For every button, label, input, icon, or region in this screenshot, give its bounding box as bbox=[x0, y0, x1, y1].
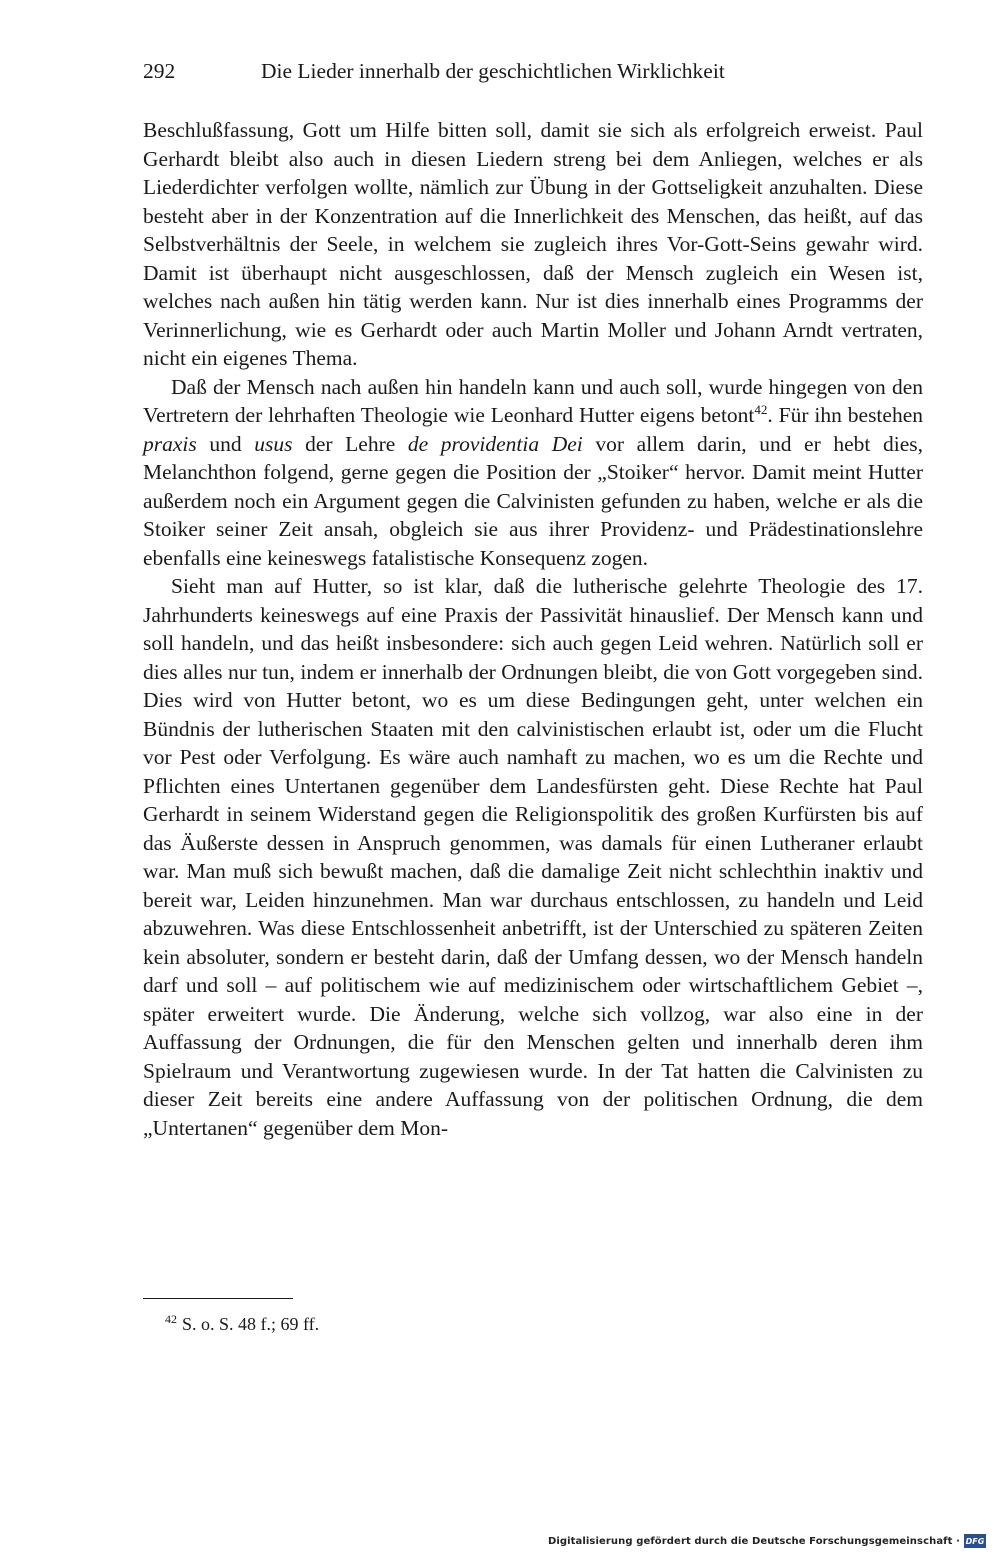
paragraph-2-part-3: und bbox=[196, 431, 255, 456]
running-title: Die Lieder innerhalb der geschichtlichen Wirklichkeit bbox=[261, 59, 725, 83]
digitization-credit bbox=[548, 1532, 986, 1550]
paragraph-1: Beschlußfassung, Gott um Hilfe bitten soll, damit sie sich als erfolgreich erweist. Paul Gerhardt bleibt also auch in diesen Liedern streng bei dem Anliegen, welches er als Liederdichter verfolgen wollte, nämlich zur Übung in der Gottseligkeit anzuhalten. Diese besteht aber in der Konzentration auf die Innerlichkeit des Menschen, das heißt, auf das Selbstverhältnis der Seele, in welchem sie zugleich ihres Vor-Gott-Seins gewahr wird. Damit ist überhaupt nicht ausgeschlossen, daß der Mensch zugleich ein Wesen ist, welches nach außen hin tätig werden kann. Nur ist dies innerhalb eines Programms der Verinnerlichung, wie es Gerhardt oder auch Martin Moller und Johann Arndt vertraten, nicht ein eigenes Thema. bbox=[143, 118, 923, 370]
paragraph-2-part-5: vor allem darin, und er hebt dies, Melanchthon folgend, gerne gegen die Position der „Stoiker“ hervor. Damit meint Hutter außerdem noch ein Argument gegen die Calvinisten gefunden zu haben, welche er als die Stoiker seiner Zeit ansah, obgleich sie aus ihrer Providenz- und Prädestinationslehre ebenfalls eine keineswegs fatalistische Konsequenz zogen. bbox=[143, 431, 923, 570]
running-header bbox=[143, 56, 923, 86]
paragraph-2-part-2: . Für ihn bestehen bbox=[767, 403, 923, 427]
paragraph-2-part-4: der Lehre bbox=[292, 431, 408, 456]
paragraph-2-part-1: Daß der Mensch nach außen hin handeln kann und auch soll, wurde hingegen von den Vertretern der lehrhaften Theologie wie Leonhard Hutter eigens betont bbox=[143, 374, 923, 427]
footnote-reference[interactable]: 42 bbox=[754, 401, 768, 417]
dfg-logo-icon: DFG bbox=[964, 1534, 986, 1548]
italic-term-usus: usus bbox=[254, 431, 293, 456]
footnote-number: 42 bbox=[165, 1312, 177, 1326]
page-number: 292 bbox=[143, 59, 176, 83]
body-text bbox=[143, 116, 923, 1142]
footnote-text: S. o. S. 48 f.; 69 ff. bbox=[182, 1314, 320, 1334]
italic-term-praxis: praxis bbox=[143, 431, 197, 456]
credit-text: Digitalisierung gefördert durch die Deutsche Forschungsgemeinschaft · bbox=[547, 1535, 960, 1547]
paragraph-3: Sieht man auf Hutter, so ist klar, daß die lutherische gelehrte Theologie des 17. Jahrhunderts keineswegs auf eine Praxis der Passivität hinauslief. Der Mensch kann und soll handeln, und das heißt insbesondere: sich auch gegen Leid wehren. Natürlich soll er dies alles nur tun, indem er innerhalb der Ordnungen bleibt, die von Gott vorgegeben sind. Dies wird von Hutter betont, wo es um diese Bedingungen geht, unter welchen ein Bündnis der lutherischen Staaten mit den calvinistischen erlaubt ist, oder um die Flucht vor Pest oder Verfolgung. Es wäre auch namhaft zu machen, wo es um die Rechte und Pflichten eines Untertanen gegenüber dem Landesfürsten geht. Diese Rechte hat Paul Gerhardt in seinem Widerstand gegen die Religionspolitik des großen Kurfürsten bis auf das Äußerste dessen in Anspruch genommen, was damals für einen Lutheraner erlaubt war. Man muß sich bewußt machen, daß die damalige Zeit nicht schlechthin inaktiv und bereit war, Leiden hinzunehmen. Man war durchaus entschlossen, zu handeln und Leid abzuwehren. Was diese Entschlossenheit anbetrifft, ist der Unterschied zu späteren Zeiten kein absoluter, sondern er besteht darin, daß der Umfang dessen, wo der Mensch handeln darf und soll – auf politischem wie auf medizinischem oder wirtschaftlichem Gebiet –, später erweitert wurde. Die Änderung, welche sich vollzog, war also eine in der Auffassung der Ordnungen, die für den Menschen gelten und innerhalb deren ihm Spielraum und Verantwortung zugewiesen wurde. In der Tat hatten die Calvinisten zu dieser Zeit bereits eine andere Auffassung von der politischen Ordnung, die dem „Untertanen“ gegenüber dem Mon- bbox=[143, 574, 923, 1140]
footnote-divider bbox=[143, 1298, 293, 1299]
italic-term-de-providentia-dei: de providentia Dei bbox=[407, 431, 583, 456]
paragraph-2 bbox=[143, 373, 923, 573]
footnote bbox=[165, 1312, 915, 1336]
